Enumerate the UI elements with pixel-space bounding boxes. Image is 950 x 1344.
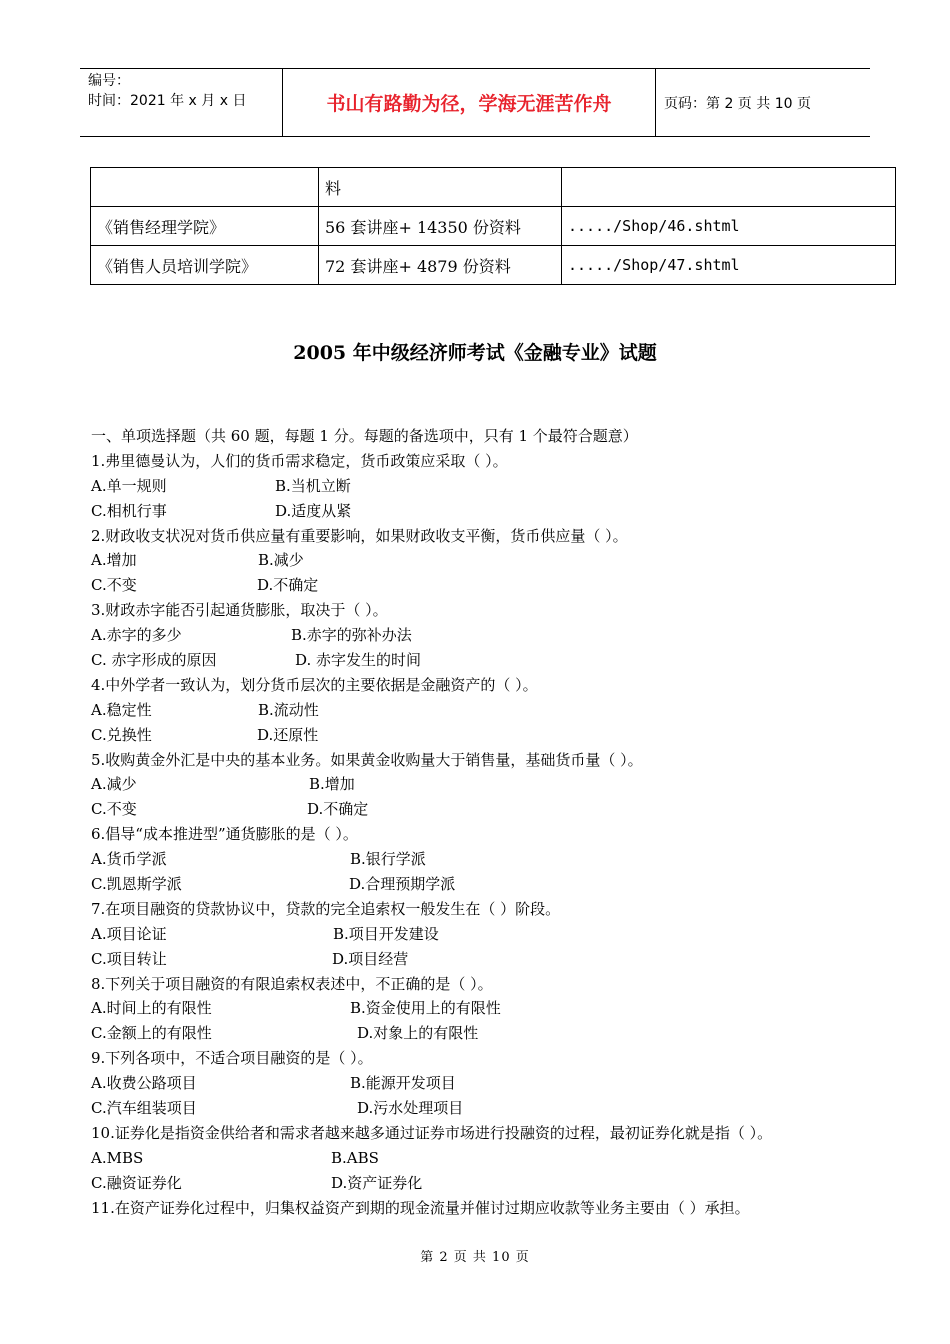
table-cell: 料 bbox=[319, 168, 562, 207]
option-row bbox=[91, 996, 891, 1021]
option-row bbox=[91, 947, 891, 972]
option-c: C.不变 bbox=[91, 800, 137, 819]
option-row bbox=[91, 1096, 891, 1121]
option-b: B.减少 bbox=[258, 551, 304, 570]
option-row bbox=[91, 1171, 891, 1196]
option-a: A.减少 bbox=[91, 775, 137, 794]
option-d: D.不确定 bbox=[307, 800, 369, 819]
page-footer: 第 2 页 共 10 页 bbox=[420, 1250, 530, 1265]
option-row bbox=[91, 573, 891, 598]
option-a: A.收费公路项目 bbox=[91, 1074, 197, 1093]
table-row bbox=[91, 168, 896, 207]
option-row bbox=[91, 648, 891, 673]
option-b: B.增加 bbox=[309, 775, 355, 794]
option-b: B.当机立断 bbox=[275, 476, 351, 495]
option-d: D.项目经营 bbox=[332, 949, 409, 968]
section-heading: 一、单项选择题（共 60 题，每题 1 分。每题的备选项中，只有 1 个最符合题意） bbox=[91, 427, 638, 445]
option-c: C. 赤字形成的原因 bbox=[91, 651, 217, 670]
option-b: B.赤字的弥补办法 bbox=[291, 626, 412, 645]
option-row bbox=[91, 474, 891, 499]
question-text: 4.中外学者一致认为，划分货币层次的主要依据是金融资产的（ ）。 bbox=[91, 675, 538, 694]
option-a: A.项目论证 bbox=[91, 924, 167, 943]
question-text: 3.财政赤字能否引起通货膨胀，取决于（ ）。 bbox=[91, 601, 388, 620]
option-a: A.时间上的有限性 bbox=[91, 999, 212, 1018]
option-row bbox=[91, 922, 891, 947]
option-row bbox=[91, 872, 891, 897]
option-row bbox=[91, 1021, 891, 1046]
option-a: A.赤字的多少 bbox=[91, 626, 182, 645]
option-b: B.ABS bbox=[331, 1148, 379, 1167]
question-text: 1.弗里德曼认为，人们的货币需求稳定，货币政策应采取（ ）。 bbox=[91, 451, 508, 470]
option-c: C.金额上的有限性 bbox=[91, 1024, 212, 1043]
option-b: B.能源开发项目 bbox=[350, 1074, 456, 1093]
page-header bbox=[80, 68, 870, 137]
option-c: C.相机行事 bbox=[91, 501, 167, 520]
option-a: A.增加 bbox=[91, 551, 137, 570]
question-text: 6.倡导“成本推进型”通货膨胀的是（ ）。 bbox=[91, 825, 358, 844]
option-d: D. 赤字发生的时间 bbox=[295, 651, 422, 670]
option-d: D.适度从紧 bbox=[275, 501, 352, 520]
option-c: C.汽车组装项目 bbox=[91, 1099, 197, 1118]
doc-code-label: 编号： bbox=[88, 73, 130, 89]
option-d: D.合理预期学派 bbox=[349, 875, 456, 894]
table-cell bbox=[91, 168, 319, 207]
question-text: 8.下列关于项目融资的有限追索权表述中，不正确的是（ ）。 bbox=[91, 974, 493, 993]
table-row bbox=[91, 207, 896, 246]
question-text: 11.在资产证券化过程中，归集权益资产到期的现金流量并催讨过期应收款等业务主要由（ ）承担。 bbox=[91, 1198, 750, 1217]
option-d: D.不确定 bbox=[257, 576, 319, 595]
table-cell: 《销售经理学院》 bbox=[91, 207, 319, 246]
option-a: A.单一规则 bbox=[91, 476, 167, 495]
table-cell: 《销售人员培训学院》 bbox=[91, 246, 319, 285]
table-cell bbox=[562, 168, 896, 207]
option-row bbox=[91, 723, 891, 748]
option-a: A.MBS bbox=[91, 1148, 144, 1167]
table-cell: 56 套讲座+ 14350 份资料 bbox=[319, 207, 562, 246]
option-c: C.项目转让 bbox=[91, 949, 167, 968]
option-row bbox=[91, 1146, 891, 1171]
option-c: C.不变 bbox=[91, 576, 137, 595]
exam-title: 2005 年中级经济师考试《金融专业》试题 bbox=[293, 342, 657, 364]
question-text: 9.下列各项中，不适合项目融资的是（ ）。 bbox=[91, 1049, 373, 1068]
option-row bbox=[91, 1071, 891, 1096]
question-text: 2.财政收支状况对货币供应量有重要影响，如果财政收支平衡，货币供应量（ ）。 bbox=[91, 526, 628, 545]
question-text: 10.证券化是指资金供给者和需求者越来越多通过证券市场进行投融资的过程，最初证券化就是指（ ）。 bbox=[91, 1123, 773, 1142]
resource-table bbox=[90, 167, 896, 285]
option-b: B.流动性 bbox=[258, 700, 319, 719]
option-d: D.资产证券化 bbox=[331, 1173, 423, 1192]
header-motto: 书山有路勤为径，学海无涯苦作舟 bbox=[283, 69, 656, 136]
option-row bbox=[91, 548, 891, 573]
doc-date: 时间：2021 年 x 月 x 日 bbox=[88, 93, 247, 109]
header-meta bbox=[80, 69, 283, 136]
option-c: C.兑换性 bbox=[91, 725, 152, 744]
question-text: 5.收购黄金外汇是中央的基本业务。如果黄金收购量大于销售量，基础货币量（ ）。 bbox=[91, 750, 643, 769]
option-row bbox=[91, 698, 891, 723]
option-row bbox=[91, 772, 891, 797]
option-c: C.融资证券化 bbox=[91, 1173, 182, 1192]
option-a: A.稳定性 bbox=[91, 700, 152, 719]
table-row bbox=[91, 246, 896, 285]
option-row bbox=[91, 499, 891, 524]
option-b: B.银行学派 bbox=[350, 850, 426, 869]
option-a: A.货币学派 bbox=[91, 850, 167, 869]
option-d: D.污水处理项目 bbox=[357, 1099, 464, 1118]
question-list bbox=[91, 424, 891, 1221]
option-b: B.资金使用上的有限性 bbox=[350, 999, 501, 1018]
option-d: D.还原性 bbox=[257, 725, 319, 744]
option-d: D.对象上的有限性 bbox=[357, 1024, 479, 1043]
header-page-info: 页码：第 2 页 共 10 页 bbox=[664, 95, 811, 112]
option-b: B.项目开发建设 bbox=[333, 924, 439, 943]
table-cell-link[interactable]: ...../Shop/46.shtml bbox=[562, 207, 896, 246]
option-row bbox=[91, 797, 891, 822]
option-row bbox=[91, 623, 891, 648]
table-cell: 72 套讲座+ 4879 份资料 bbox=[319, 246, 562, 285]
option-row bbox=[91, 847, 891, 872]
option-c: C.凯恩斯学派 bbox=[91, 875, 182, 894]
table-cell-link[interactable]: ...../Shop/47.shtml bbox=[562, 246, 896, 285]
question-text: 7.在项目融资的贷款协议中，贷款的完全追索权一般发生在（ ）阶段。 bbox=[91, 899, 561, 918]
